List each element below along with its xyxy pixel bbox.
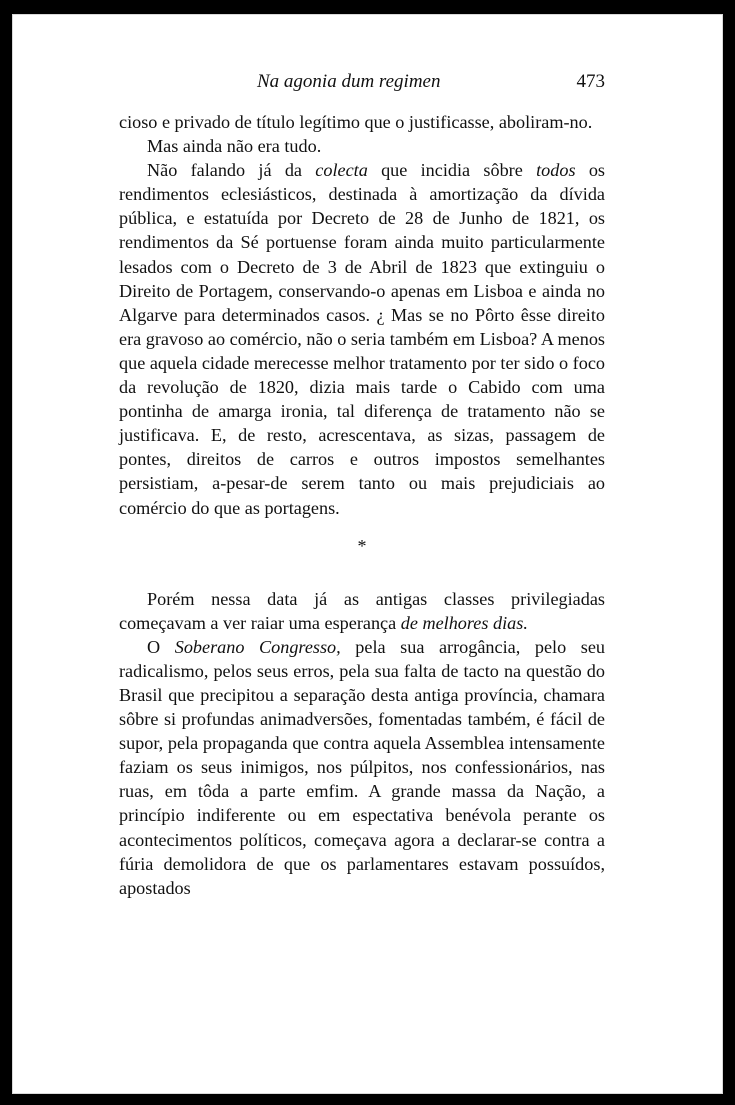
italic-colecta: colecta	[315, 160, 368, 181]
text-run: os rendimentos eclesiásticos, destinada à amortização da dívida pública, e estatuída por Decreto de 28 de Junho de 1821, os rendimentos da Sé portuense foram ainda muito particularmente lesados com o Decreto de 3 de Abril de 1823 que extinguiu o Direito de Portagem, conservando-o apenas em Lisboa e ainda no Algarve para determinados casos. ¿ Mas se no Pôrto êsse direito era gravoso ao comércio, não o seria também em Lisboa? A menos que aquela cidade merecesse melhor tratamento por ter sido o foco da revolução de 1820, dizia mais tarde o Cabido com uma pontinha de amarga ironia, tal diferença de tratamento não se justificava. E, de resto, acrescentava, as sizas, passagem de pontes, direitos de carros e outros impostos semelhantes persistiam, a-pesar-de serem tanto ou mais prejudiciais ao comércio do que as portagens.	[119, 160, 605, 518]
text-run: Porém nessa data já as antigas classes privilegiadas começavam a ver raiar uma esperança	[119, 588, 605, 633]
italic-melhores-dias: de melhores dias.	[400, 612, 528, 633]
paragraph-1: cioso e privado de título legítimo que o justificasse, aboliram-no.	[119, 112, 593, 132]
book-page	[12, 14, 723, 1094]
paragraph-2: Mas ainda não era tudo.	[147, 136, 322, 157]
text-run: pela sua arrogância, pelo seu radicalismo, pelos seus erros, pela sua falta de tacto na questão do Brasil que precipitou a separação desta antiga província, chamara sôbre si profundas animadversões, fomentadas também, é fácil de supor, pela propaganda que contra aquela Assemblea intensamente faziam os seus inimigos, nos púlpitos, nos confessionários, nas ruas, em tôda a parte emfim. A grande massa da Nação, a princípio indiferente ou em espectativa benévola perante os acontecimentos políticos, começava agora a declarar-se contra a fúria demolidora de que os parlamentares estavam possuídos, apostados	[119, 636, 605, 898]
page-number: 473	[576, 71, 605, 92]
text-run: O	[147, 636, 175, 657]
paragraph-3	[119, 158, 605, 519]
paragraph-5	[119, 635, 605, 900]
text-run: Não falando já da	[147, 160, 316, 181]
text-run: que incidia sôbre	[367, 160, 537, 181]
page-body	[119, 110, 605, 900]
paragraph-4	[119, 587, 605, 635]
italic-soberano-congresso: Soberano Congresso,	[174, 636, 341, 657]
section-separator: *	[357, 535, 367, 556]
italic-todos: todos	[536, 160, 576, 181]
running-title: Na agonia dum regimen	[257, 71, 441, 92]
page-header	[119, 71, 605, 101]
